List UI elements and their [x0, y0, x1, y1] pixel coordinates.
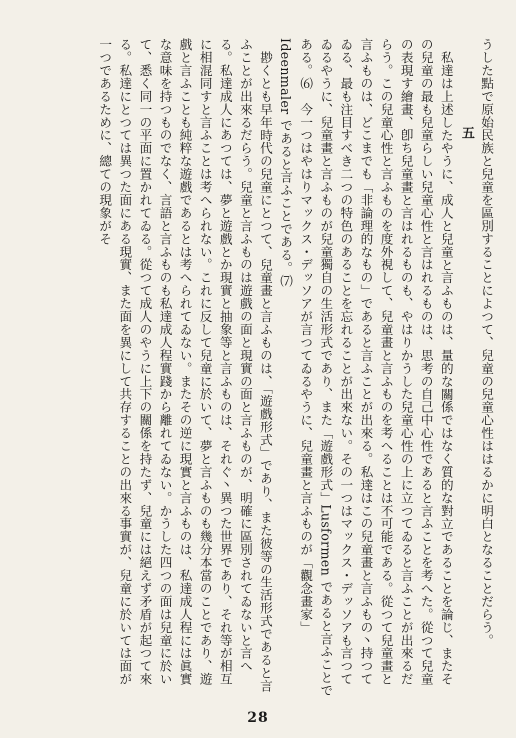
paragraph: 私達は上述したやうに、成人と兒童と言ふものは、量的な關係ではなく質的な對立であることを論じ、またその兒童の最も兒童らしい兒童心性と言はれるものは、思考の自己中心性であると言ふことを考へた。從つて兒童の表現す繪畫、卽ち兒童畫と言はれるものも、やはりかうした兒童心性の上に立つてゐると言ふことが出來るだらう。この兒童心性と言ふものを度外視して、兒童畫と言ふものを考へることは不可能である。從つて兒童畫と言ふものは、どこまでも「非論理的なもの」であると言ふことが出來る。私達はこの兒童畫と言ふもの丶持つてゐる、最も注目すべき二つの特色のあることを忘れることが出來ない。その一つはマックス・デッソアも言つてゐるやうに、兒童畫と言ふものが兒童獨自の生活形式であり、また「遊戲形式」Lusformen であると言ふことである。⑹ 今一つはやはりマックス・デッソアが言つてゐるやうに、兒童畫と言ふものが「觀念畫家」Ideenmaler であると言ふことである。⑺: [278, 38, 454, 697]
vertical-text-body: [18, 38, 496, 698]
section-heading: 五: [458, 126, 474, 141]
page-number: 28: [247, 710, 269, 726]
paragraph-continuation: うした點で原始民族と兒童を區別することによつて、兒童の兒童心性ははるかに明白となることだらう。: [479, 38, 494, 647]
paragraph: 尠くとも早年時代の兒童にとつて、兒童畫と言ふものは、「遊戲形式」であり、また彼等の生活形式であると言ふことが出來るだらう。兒童と言ふものは遊戲の面と現實の面と言ふものが、明確に區別されてゐないと言へる。私達成人にあつては、夢と遊戲とか現實と抽象等と言ふものは、それぐ丶異つた世界であり、それ等が相互に相混同すと言ふことは考へられない。これに反して兒童に於いて、夢と言ふものも幾分本當のことであり、遊戲と言ふことも純粹な遊戲であるとは考へられてゐない。またその逆に現實と言ふものは、私達成人程には眞實な意味を持つものでなく、言語と言ふものも私達成人程實踐から離れてゐない。かうした四つの面は兒童に於いて、悉く同一の平面に置かれてゐる。從つて成人のやうに上下の關係を持たず、兒童には絕えず矛盾が起つて來る。私達にとつては異つた面にある現實、また面を異にして共存することの出來る事實が、兒童に於いては面が一つであるために、總ての現象がそ: [97, 38, 273, 692]
